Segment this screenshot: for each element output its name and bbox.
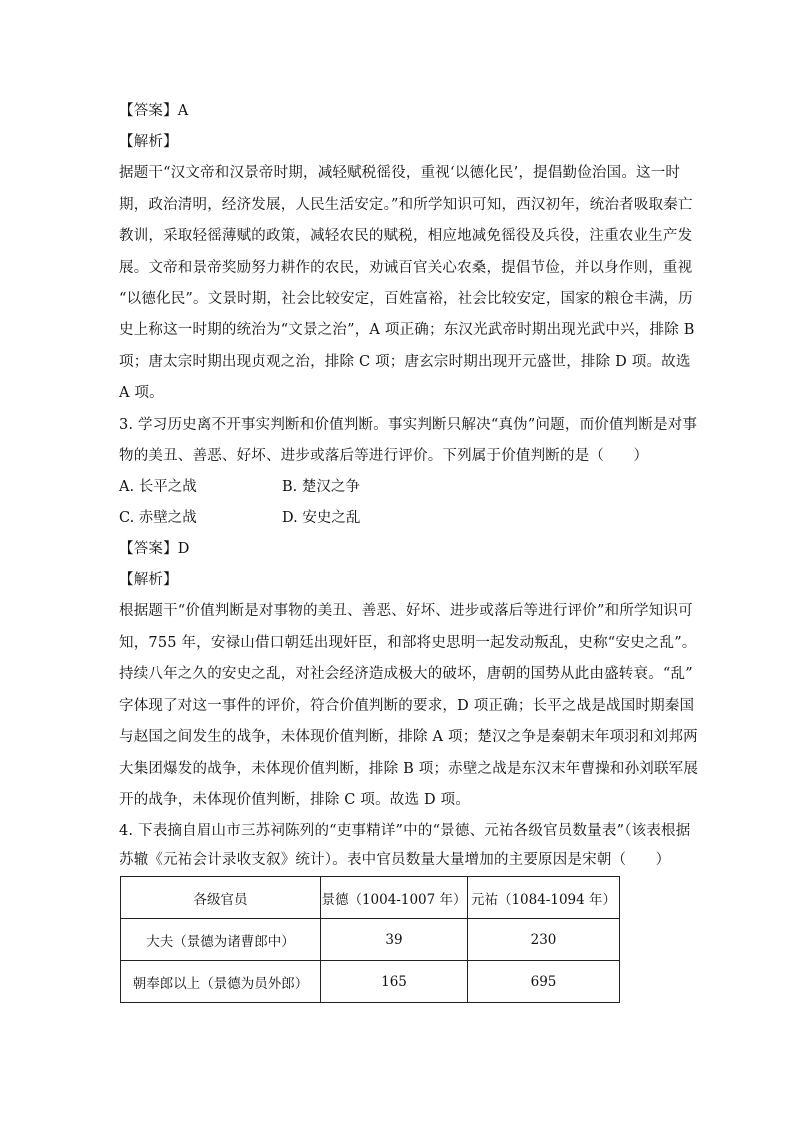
question-stem-q4: 苏辙《元祐会计录收支叙》统计）。表中官员数量大量增加的主要原因是宋朝（ ） [119,852,671,868]
analysis-line: 项；唐太宗时期出现贞观之治，排除 C 项；唐玄宗时期出现开元盛世，排除 D 项。故选 [119,354,691,370]
table-cell: 165 [321,961,468,1003]
table-cell: 大夫（景德为诸曹郎中） [121,919,321,961]
table-row [121,919,620,961]
analysis-line: 史上称这一时期的统治为“文景之治”，A 项正确；东汉光武帝时期出现光武中兴，排除 B [119,322,695,338]
answer-label-q3: 【答案】D [119,541,190,557]
table-header-cell: 景德（1004-1007 年） [321,877,468,919]
analysis-line: 教训，采取轻徭薄赋的政策，减轻农民的赋税，相应地减免徭役及兵役，注重农业生产发 [119,228,693,244]
analysis-line: 持续八年之久的安史之乱，对社会经济造成极大的破坏，唐朝的国势从此由盛转衰。“乱” [119,666,693,682]
option-c: C. 赤壁之战 [119,510,197,526]
table-header-row [121,877,620,919]
analysis-line: 期，政治清明，经济发展，人民生活安定。”和所学知识可知，西汉初年，统治者吸取秦亡 [119,197,693,213]
question-stem-q3: 3. 学习历史离不开事实判断和价值判断。事实判断只解决“真伪”问题，而价值判断是对事 [119,417,698,433]
analysis-line: A 项。 [119,385,164,401]
analysis-label-q3: 【解析】 [119,572,178,588]
analysis-line: 根据题干“价值判断是对事物的美丑、善恶、好坏、进步或落后等进行评价”和所学知识可 [119,603,693,619]
analysis-line: 开的战争，未体现价值判断，排除 C 项。故选 D 项。 [119,792,471,808]
analysis-line: “以德化民”。文景时期，社会比较安定，百姓富裕，社会比较安定，国家的粮仓丰满，历 [119,291,693,307]
table-header-cell: 各级官员 [121,877,321,919]
option-b: B. 楚汉之争 [282,479,360,495]
official-count-table [120,876,620,1003]
table-cell: 230 [468,919,620,961]
table-header-cell: 元祐（1084-1094 年） [468,877,620,919]
question-stem-q3: 物的美丑、善恶、好坏、进步或落后等进行评价。下列属于价值判断的是（ ） [119,448,649,464]
option-d: D. 安史之乱 [282,510,361,526]
table-row [121,961,620,1003]
analysis-line: 字体现了对这一事件的评价，符合价值判断的要求，D 项正确；长平之战是战国时期秦国 [119,698,695,714]
analysis-line: 知，755 年，安禄山借口朝廷出现奸臣，和部将史思明一起发动叛乱，史称“安史之乱”。 [119,635,697,651]
option-a: A. 长平之战 [119,479,197,495]
analysis-line: 据题干“汉文帝和汉景帝时期，减轻赋税徭役，重视‘以德化民’，提倡勤俭治国。这一时 [119,165,681,181]
analysis-line: 大集团爆发的战争，未体现价值判断，排除 B 项；赤壁之战是东汉末年曹操和孙刘联军展 [119,761,699,777]
table-cell: 39 [321,919,468,961]
table-cell: 朝奉郎以上（景德为员外郎） [121,961,321,1003]
analysis-line: 展。文帝和景帝奖励努力耕作的农民，劝诫百官关心农桑，提倡节俭，并以身作则，重视 [119,260,693,276]
question-stem-q4: 4. 下表摘自眉山市三苏祠陈列的“吏事精详”中的“景德、元祐各级官员数量表”（该表根据 [119,823,691,839]
analysis-label-q2: 【解析】 [119,134,178,150]
analysis-line: 与赵国之间发生的战争，未体现价值判断，排除 A 项；楚汉之争是秦朝末年项羽和刘邦两 [119,729,698,745]
answer-label-q2: 【答案】A [119,103,189,119]
table-cell: 695 [468,961,620,1003]
